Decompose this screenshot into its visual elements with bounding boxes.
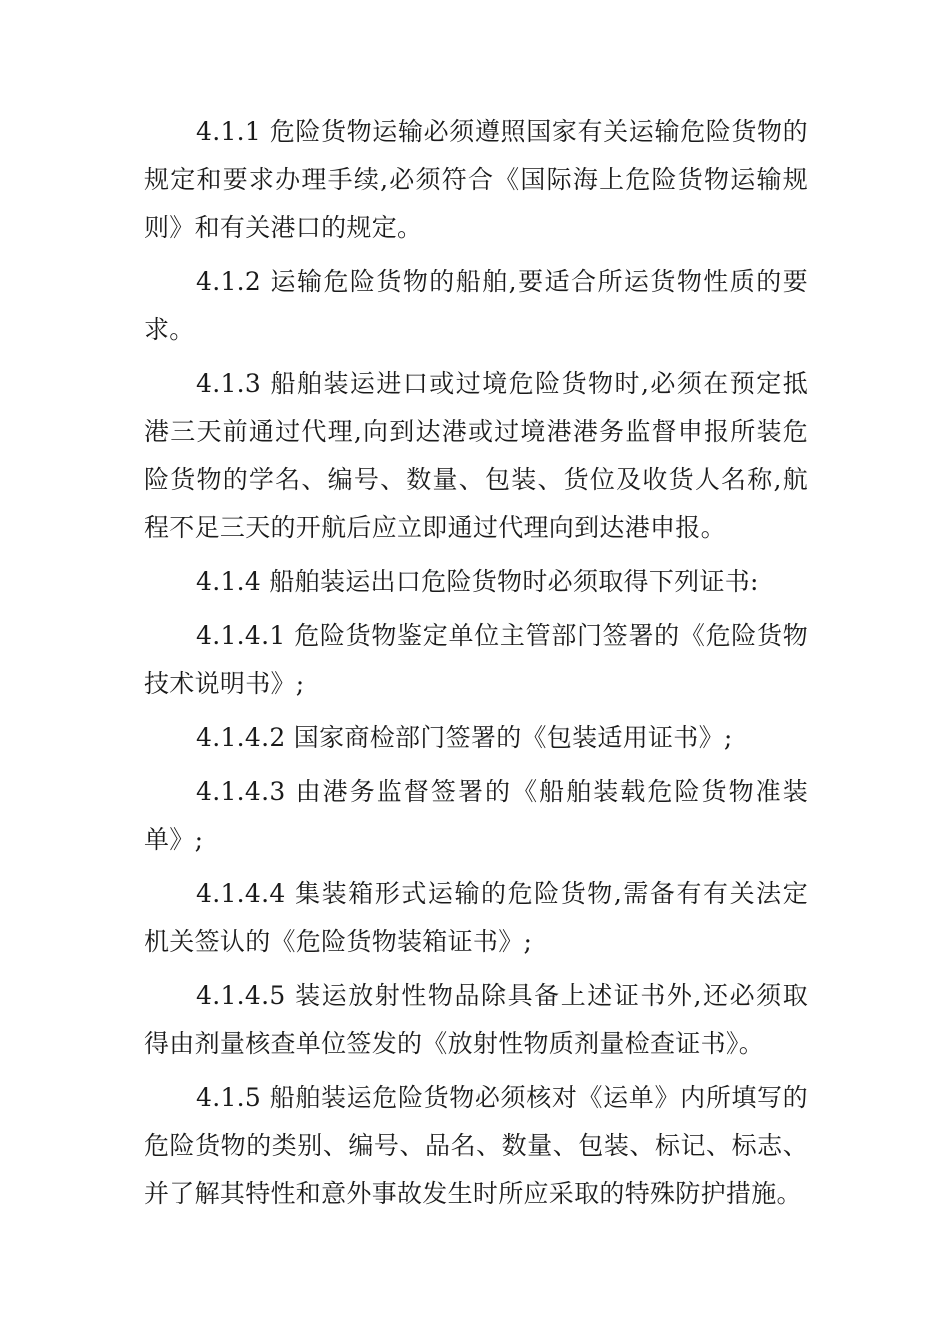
- paragraph-4-1-3: 4.1.3 船舶装运进口或过境危险货物时,必须在预定抵港三天前通过代理,向到达港或过境港港务监督申报所装危险货物的学名、编号、数量、包装、货位及收货人名称,航程不足三天的开航后应立即通过代理向到达港申报。: [144, 369, 808, 542]
- paragraph-4-1-4-1: 4.1.4.1 危险货物鉴定单位主管部门签署的《危险货物技术说明书》;: [144, 621, 808, 698]
- paragraph-4-1-1: 4.1.1 危险货物运输必须遵照国家有关运输危险货物的规定和要求办理手续,必须符合《国际海上危险货物运输规则》和有关港口的规定。: [144, 117, 808, 242]
- paragraph-4-1-5: 4.1.5 船舶装运危险货物必须核对《运单》内所填写的危险货物的类别、编号、品名、数量、包装、标记、标志、并了解其特性和意外事故发生时所应采取的特殊防护措施。: [144, 1083, 808, 1208]
- document-body: [144, 108, 808, 1224]
- paragraph-4-1-4: 4.1.4 船舶装运出口危险货物时必须取得下列证书:: [196, 567, 759, 596]
- paragraph-4-1-4-2: 4.1.4.2 国家商检部门签署的《包装适用证书》;: [196, 723, 733, 752]
- paragraph-4-1-2: 4.1.2 运输危险货物的船舶,要适合所运货物性质的要求。: [144, 267, 808, 344]
- paragraph-4-1-4-3: 4.1.4.3 由港务监督签署的《船舶装载危险货物准装单》;: [144, 777, 808, 854]
- paragraph-4-1-4-5: 4.1.4.5 装运放射性物品除具备上述证书外,还必须取得由剂量核查单位签发的《放射性物质剂量检查证书》。: [144, 981, 808, 1058]
- paragraph-4-1-4-4: 4.1.4.4 集装箱形式运输的危险货物,需备有有关法定机关签认的《危险货物装箱证书》;: [144, 879, 808, 956]
